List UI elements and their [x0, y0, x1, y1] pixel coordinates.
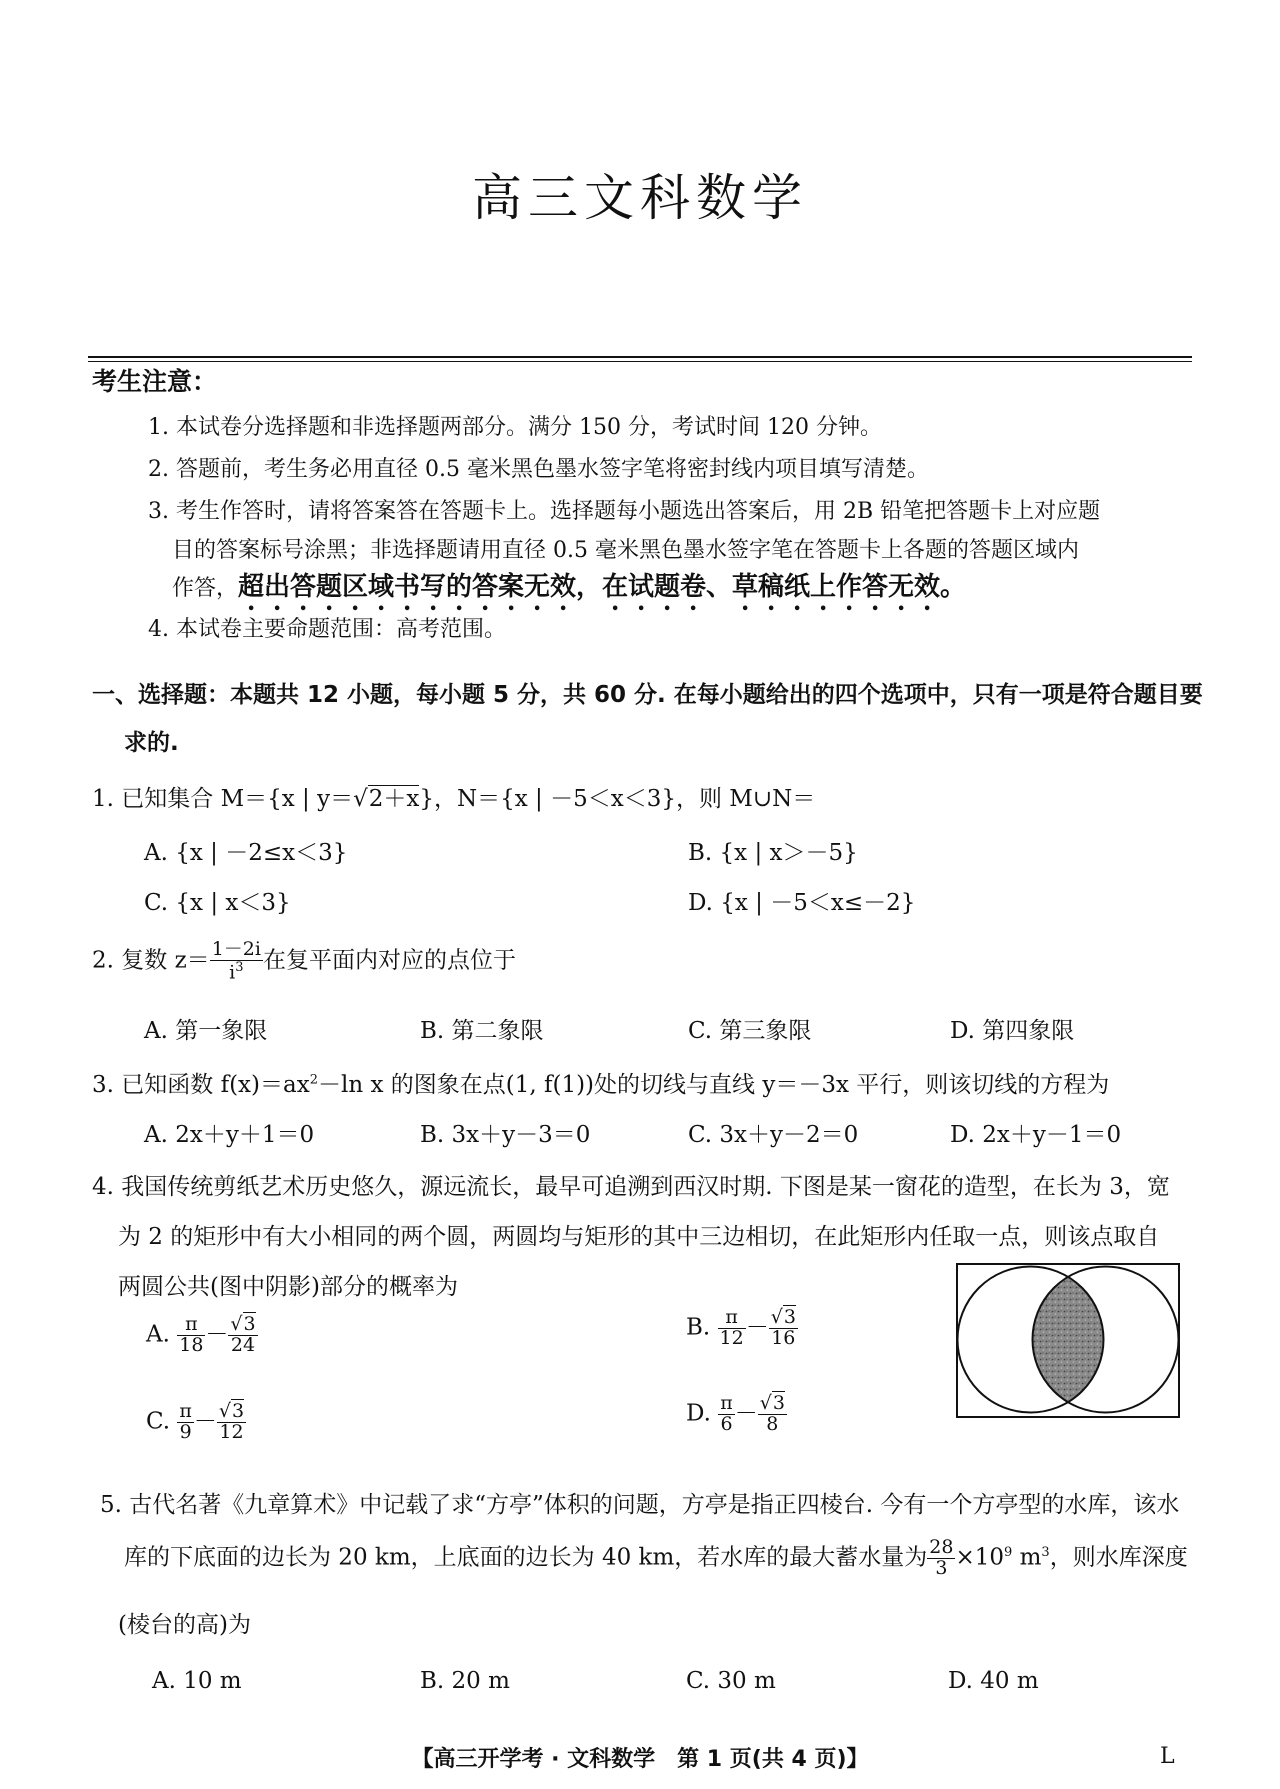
q4-c-frac-1	[177, 1402, 194, 1443]
q4-b-frac-2	[769, 1308, 798, 1349]
notice-emphasis: 超出答题区域书写的答案无效，在试题卷、草稿纸上作答无效。	[238, 572, 967, 602]
q4-b-d1: 12	[719, 1326, 744, 1349]
q4-a-n1: π	[177, 1315, 205, 1336]
q3-stem-pre: 3. 已知函数 f(x)＝ax	[92, 1072, 310, 1098]
q4-a-label: A.	[146, 1321, 170, 1348]
q4-a-frac-2	[228, 1315, 257, 1356]
q3-exponent: 2	[309, 1072, 318, 1088]
q2-denominator	[210, 961, 263, 983]
q4-d-n1: π	[720, 1392, 733, 1414]
q1-option-d: D. {x | －5＜x≤－2}	[688, 890, 916, 916]
q1-radicand: 2＋x	[368, 786, 420, 812]
q5-option-c: C. 30 m	[686, 1668, 776, 1694]
q4-b-n2-wrap	[769, 1308, 798, 1329]
q4-d-sqrt: √	[759, 1392, 772, 1414]
q3-stem-post: －ln x 的图象在点(1, f(1))处的切线与直线 y＝－3x 平行，则该切线的方程为	[317, 1072, 1110, 1098]
q4-c-d2: 12	[219, 1420, 244, 1443]
q5-line2-pre: 库的下底面的边长为 20 km，上底面的边长为 40 km，若水库的最大蓄水量为	[124, 1544, 928, 1571]
header-rule-top	[88, 356, 1192, 358]
q4-d-frac-1	[718, 1394, 735, 1435]
question-4-line-1: 4. 我国传统剪纸艺术历史悠久，源远流长，最早可追溯到西汉时期. 下图是某一窗花的造型，在长为 3，宽	[92, 1174, 1170, 1200]
question-4-line-3: 两圆公共(图中阴影)部分的概率为	[118, 1274, 458, 1300]
q5-option-a: A. 10 m	[152, 1668, 242, 1694]
sqrt-sign: √	[353, 786, 368, 812]
q5-unit: m	[1012, 1544, 1042, 1571]
window-flower-figure	[955, 1262, 1181, 1419]
page-title: 高三文科数学	[472, 169, 808, 227]
q1-stem-pre: 1. 已知集合 M＝{x | y＝	[92, 786, 354, 812]
q5-numerator: 28	[929, 1536, 954, 1558]
notice-item-3-end	[172, 566, 966, 617]
q1-option-b: B. {x | x＞－5}	[688, 840, 858, 866]
q3-option-b: B. 3x＋y－3＝0	[420, 1122, 591, 1148]
q4-option-b	[686, 1308, 798, 1349]
q5-times-ten: ×10	[955, 1544, 1005, 1571]
q4-b-n2: 3	[783, 1306, 796, 1328]
q4-a-minus: －	[205, 1321, 229, 1348]
notice-answer-prefix: 作答，	[172, 576, 239, 601]
q3-option-c: C. 3x＋y－2＝0	[688, 1122, 859, 1148]
q4-c-frac-2	[217, 1402, 246, 1443]
q2-fraction	[210, 940, 263, 983]
notice-item-3: 3. 考生作答时，请将答案答在答题卡上。选择题每小题选出答案后，用 2B 铅笔把答题卡上对应题	[148, 499, 1101, 524]
q4-b-n1: π	[718, 1308, 746, 1329]
q4-c-sqrt: √	[218, 1400, 232, 1422]
notice-item-3-cont: 目的答案标号涂黑；非选择题请用直径 0.5 毫米黑色墨水签字笔在答题卡上各题的答题区域内	[172, 538, 1079, 563]
q2-den-exponent: 3	[235, 959, 244, 975]
q1-option-c: C. {x | x＜3}	[144, 890, 291, 916]
q4-d-n2-wrap	[758, 1394, 787, 1415]
q2-stem-pre: 2. 复数 z＝	[92, 947, 210, 974]
q2-option-c: C. 第三象限	[688, 1018, 812, 1044]
question-5-line-1: 5. 古代名著《九章算术》中记载了求“方亭”体积的问题，方亭是指正四棱台. 今有一个方亭型的水库，该水	[100, 1492, 1180, 1518]
q4-a-frac-1	[177, 1315, 205, 1356]
q4-b-label: B.	[686, 1314, 711, 1341]
section-heading-cont: 求的.	[124, 730, 179, 756]
q4-a-n2-wrap	[228, 1315, 257, 1336]
q4-option-a	[146, 1315, 258, 1356]
q2-option-b: B. 第二象限	[420, 1018, 544, 1044]
q4-a-d1: 18	[179, 1333, 204, 1356]
page-footer: 【高三开学考 · 文科数学 第 1 页(共 4 页)】	[411, 1747, 869, 1772]
q5-exponent-3: 3	[1041, 1544, 1050, 1560]
q4-d-d1: 6	[720, 1412, 733, 1435]
q3-option-a: A. 2x＋y＋1＝0	[144, 1122, 315, 1148]
q4-c-n2: 3	[232, 1400, 245, 1422]
notice-item-1: 1. 本试卷分选择题和非选择题两部分。满分 150 分，考试时间 120 分钟。	[148, 415, 882, 440]
q4-d-d2: 8	[766, 1412, 779, 1435]
q2-option-d: D. 第四象限	[950, 1018, 1075, 1044]
q2-stem-post: 在复平面内对应的点位于	[262, 947, 516, 974]
q5-line2-end: ，则水库深度	[1049, 1544, 1188, 1571]
header-rule-bottom	[88, 361, 1192, 362]
q3-option-d: D. 2x＋y－1＝0	[950, 1122, 1122, 1148]
question-5-line-2	[124, 1538, 1188, 1579]
question-4-line-2: 为 2 的矩形中有大小相同的两个圆，两圆均与矩形的其中三边相切，在此矩形内任取一点，则该点取自	[118, 1224, 1160, 1250]
q2-numerator: 1－2i	[211, 938, 261, 960]
q5-denominator: 3	[935, 1556, 948, 1579]
q2-option-a: A. 第一象限	[144, 1018, 268, 1044]
q2-den-base: i	[229, 961, 236, 984]
q4-d-minus: －	[734, 1400, 758, 1427]
q4-a-sqrt: √	[230, 1313, 243, 1335]
notice-heading: 考生注意：	[92, 367, 218, 396]
question-2	[92, 940, 516, 983]
q5-option-d: D. 40 m	[948, 1668, 1039, 1694]
q4-option-d	[686, 1394, 787, 1435]
q4-b-minus: －	[745, 1314, 769, 1341]
section-heading: 一、选择题：本题共 12 小题，每小题 5 分，共 60 分. 在每小题给出的四个选项中，只有一项是符合题目要	[92, 682, 1203, 708]
q1-stem-post: }，N＝{x | －5＜x＜3}，则 M∪N＝	[419, 786, 816, 812]
corner-mark: L	[1160, 1744, 1175, 1769]
q4-a-n2: 3	[243, 1313, 256, 1335]
notice-item-4: 4. 本试卷主要命题范围：高考范围。	[148, 617, 506, 642]
q4-option-c	[146, 1402, 246, 1443]
q4-c-minus: －	[193, 1408, 217, 1435]
q5-fraction	[927, 1538, 955, 1579]
q4-b-d2: 16	[771, 1326, 796, 1349]
question-5-line-3: (棱台的高)为	[118, 1612, 251, 1638]
q5-exponent-9: 9	[1004, 1544, 1013, 1560]
q4-c-n1: π	[179, 1400, 192, 1422]
q4-c-n2-wrap	[217, 1402, 246, 1423]
notice-item-2: 2. 答题前，考生务必用直径 0.5 毫米黑色墨水签字笔将密封线内项目填写清楚。	[148, 457, 929, 482]
q4-d-label: D.	[686, 1400, 711, 1427]
q1-option-a: A. {x | －2≤x＜3}	[144, 840, 348, 866]
q4-d-n2: 3	[772, 1392, 785, 1414]
question-3	[92, 1066, 1109, 1099]
q4-b-sqrt: √	[770, 1306, 783, 1328]
q4-c-label: C.	[146, 1408, 171, 1435]
q4-b-frac-1	[718, 1308, 746, 1349]
q5-option-b: B. 20 m	[420, 1668, 510, 1694]
question-1	[92, 780, 815, 813]
q4-d-frac-2	[758, 1394, 787, 1435]
q4-a-d2: 24	[230, 1333, 256, 1356]
q4-c-d1: 9	[179, 1420, 192, 1443]
